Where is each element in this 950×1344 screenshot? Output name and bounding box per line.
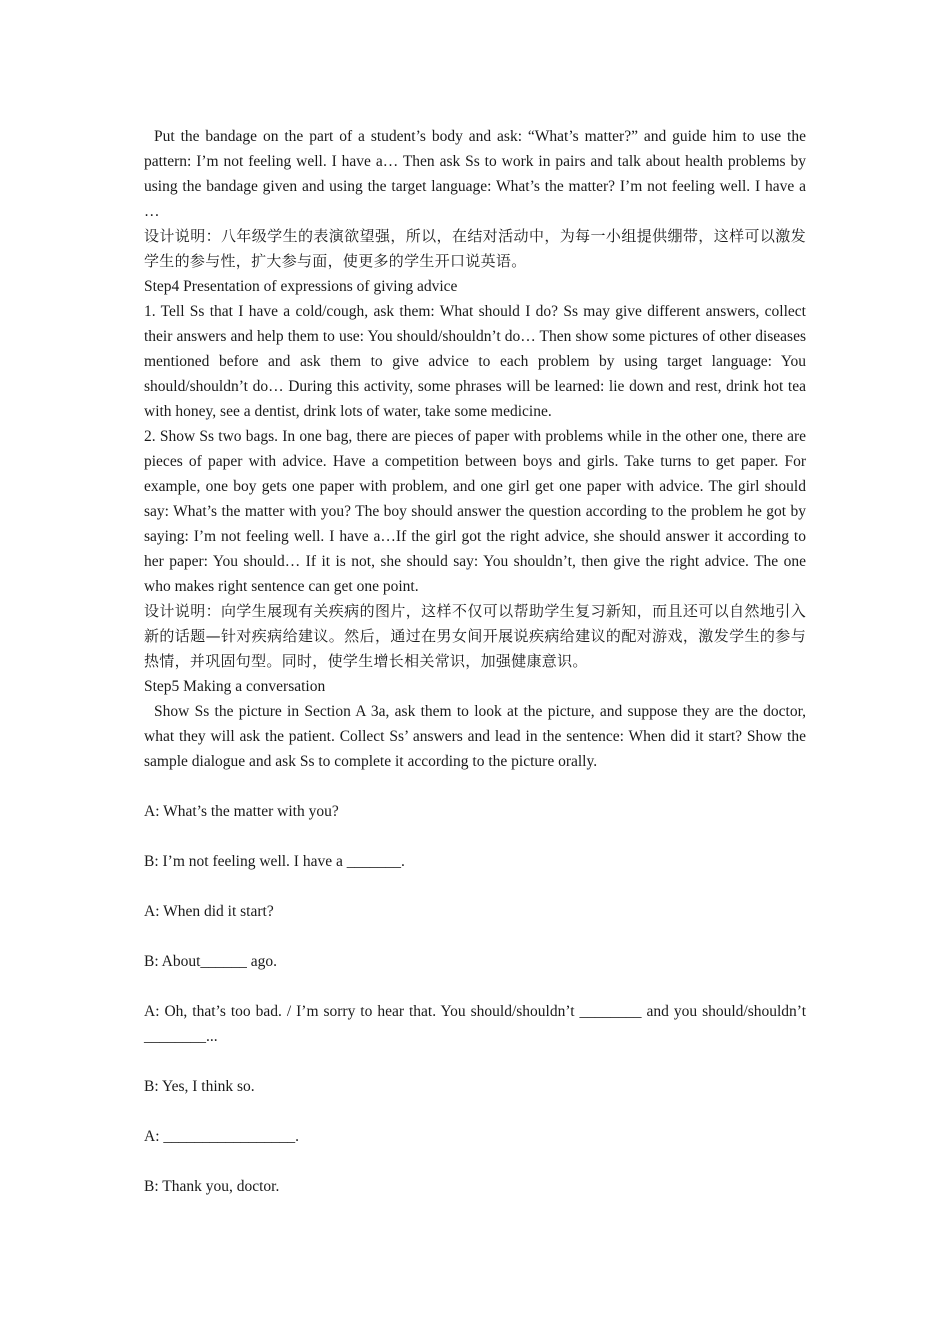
step5-paragraph: Show Ss the picture in Section A 3a, ask them to look at the picture, and suppose they are the doctor, what they will ask the patient. Collect Ss’ answers and lead in the sentence: When did it start? Show the sample dialogue and ask Ss to complete it according to the picture orally. <box>144 703 806 770</box>
spacer <box>144 924 806 949</box>
spacer <box>144 1149 806 1174</box>
intro-paragraph: Put the bandage on the part of a student’s body and ask: “What’s matter?” and guide him to use the pattern: I’m not feeling well. I have a… Then ask Ss to work in pairs and talk about health problems by using the bandage given and using the target language: What’s the matter? I’m not feeling well. I have a … <box>144 128 806 220</box>
dialogue-line: A: What’s the matter with you? <box>144 803 339 820</box>
spacer <box>144 1049 806 1074</box>
spacer <box>144 774 806 799</box>
spacer <box>144 824 806 849</box>
dialogue-line: A: _________________. <box>144 1128 299 1145</box>
dialogue-line: B: Thank you, doctor. <box>144 1178 280 1195</box>
dialogue-line: B: Yes, I think so. <box>144 1078 255 1095</box>
dialogue-line: B: I’m not feeling well. I have a _______. <box>144 853 405 870</box>
design-note-1: 设计说明：八年级学生的表演欲望强，所以，在结对活动中，为每一小组提供绷带，这样可以激发学生的参与性，扩大参与面，使更多的学生开口说英语。 <box>144 227 806 270</box>
document-page <box>144 124 806 1199</box>
dialogue-line: A: Oh, that’s too bad. / I’m sorry to hear that. You should/shouldn’t ________ and you should/shouldn’t ________... <box>144 1003 806 1045</box>
design-note-2: 设计说明：向学生展现有关疾病的图片，这样不仅可以帮助学生复习新知，而且还可以自然地引入新的话题—针对疾病给建议。然后，通过在男女间开展说疾病给建议的配对游戏，激发学生的参与热情，并巩固句型。同时，使学生增长相关常识，加强健康意识。 <box>144 602 806 670</box>
dialogue-line: A: When did it start? <box>144 903 274 920</box>
dialogue-line: B: About______ ago. <box>144 953 278 970</box>
step4-heading: Step4 Presentation of expressions of giving advice <box>144 278 458 295</box>
step5-heading: Step5 Making a conversation <box>144 678 326 695</box>
spacer <box>144 874 806 899</box>
step4-item-2: 2. Show Ss two bags. In one bag, there are pieces of paper with problems while in the other one, there are pieces of paper with advice. Have a competition between boys and girls. Take turns to get paper. For example, one boy gets one paper with problem, and one girl get one paper with advice. The girl should say: What’s the matter with you? The boy should answer the question according to the problem he got by saying: I’m not feeling well. I have a…If the girl got the right advice, she should answer it according to her paper: You should… If it is not, she should say: You shouldn’t, then give the right advice. The one who makes right sentence can get one point. <box>144 428 806 595</box>
step4-item-1: 1. Tell Ss that I have a cold/cough, ask them: What should I do? Ss may give different answers, collect their answers and help them to use: You should/shouldn’t do… Then show some pictures of other diseases mentioned before and ask them to give advice to each problem by using target language: You should/shouldn’t do… During this activity, some phrases will be learned: lie down and rest, drink hot tea with honey, see a dentist, drink lots of water, take some medicine. <box>144 303 806 420</box>
spacer <box>144 1099 806 1124</box>
spacer <box>144 974 806 999</box>
